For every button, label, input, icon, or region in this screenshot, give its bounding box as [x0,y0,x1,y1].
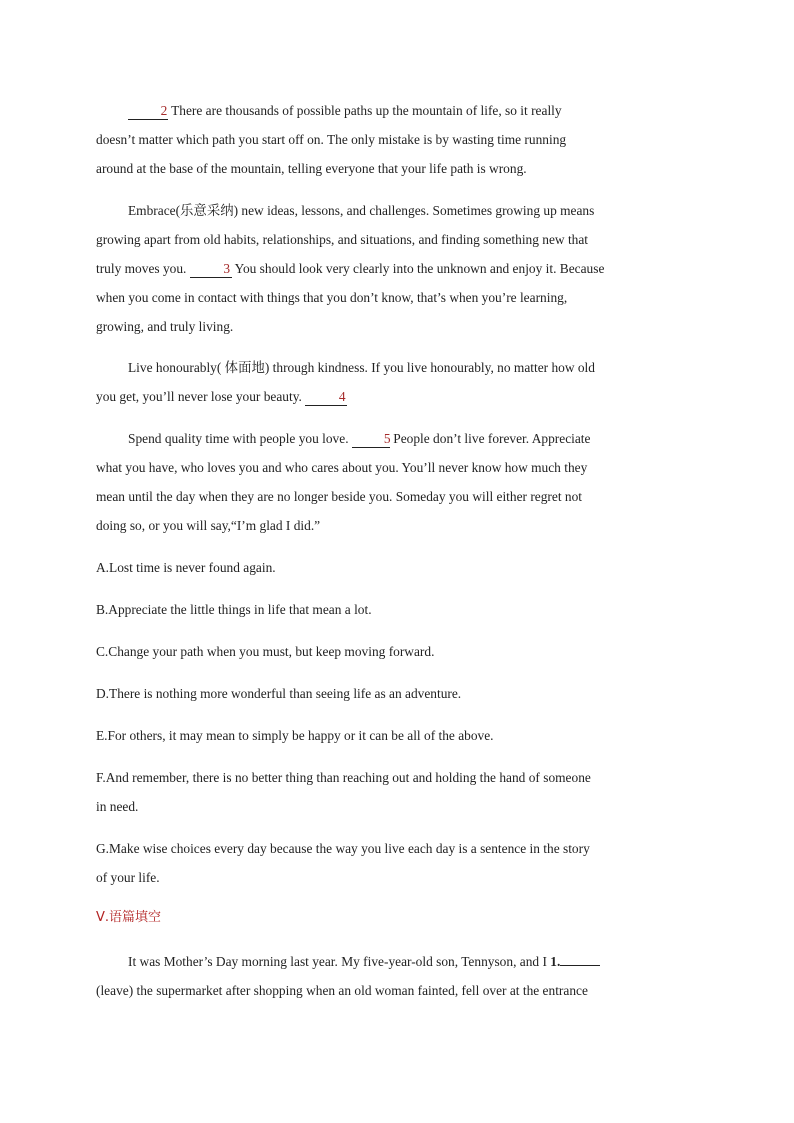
paragraph-3-line-1: Live honourably( 体面地) through kindness. If you live honourably, no matter how old [128,360,595,375]
answer-blank-2[interactable]: 2 [128,103,168,120]
answer-blank-3[interactable]: 3 [190,261,232,278]
paragraph-3 [96,353,696,411]
paragraph-4-line-3: mean until the day when they are no longer beside you. Someday you will either regret not [96,489,583,504]
option-d: D.There is nothing more wonderful than seeing life as an adventure. [96,686,462,701]
option-b: B.Appreciate the little things in life that mean a lot. [96,602,372,617]
answer-blank-4[interactable]: 4 [305,389,347,406]
option-f-line-1: F.And remember, there is no better thing than reaching out and holding the hand of someone [96,770,591,785]
option-g [96,834,696,892]
paragraph-4 [96,424,696,540]
section-5-paragraph [96,947,696,1005]
paragraph-2-line-3-pre: truly moves you. [96,261,187,276]
paragraph-4-line-1-pre: Spend quality time with people you love. [128,431,349,446]
answer-blank-1[interactable] [560,965,600,966]
question-number-1: 1. [550,954,561,969]
paragraph-4-line-2: what you have, who loves you and who cares about you. You’ll never know how much they [96,460,588,475]
paragraph-2-line-4: when you come in contact with things that you don’t know, that’s when you’re learning, [96,290,568,305]
option-a: A.Lost time is never found again. [96,560,276,575]
paragraph-1-line-2: doesn’t matter which path you start off on. The only mistake is by wasting time running [96,132,567,147]
section-heading: Ⅴ.语篇填空 [96,910,162,925]
paragraph-2-line-2: growing apart from old habits, relationships, and situations, and finding something new that [96,232,589,247]
option-f-line-2: in need. [96,799,139,814]
option-e: E.For others, it may mean to simply be happy or it can be all of the above. [96,728,494,743]
answer-blank-5[interactable]: 5 [352,431,390,448]
option-c: C.Change your path when you must, but keep moving forward. [96,644,435,659]
paragraph-1-line-3: around at the base of the mountain, telling everyone that your life path is wrong. [96,161,527,176]
paragraph-4-line-4: doing so, or you will say,“I’m glad I did.” [96,518,321,533]
section-5-line-2: (leave) the supermarket after shopping when an old woman fainted, fell over at the entrance [96,983,588,998]
paragraph-2 [96,196,696,341]
option-g-line-2: of your life. [96,870,160,885]
paragraph-4-line-1-post: People don’t live forever. Appreciate [393,431,591,446]
paragraph-3-line-2-pre: you get, you’ll never lose your beauty. [96,389,302,404]
paragraph-1 [96,96,696,183]
option-f [96,763,696,821]
paragraph-2-line-3-post: You should look very clearly into the unknown and enjoy it. Because [234,261,605,276]
section-5-line-1-pre: It was Mother’s Day morning last year. My five-year-old son, Tennyson, and I [128,954,547,969]
paragraph-2-line-1: Embrace(乐意采纳) new ideas, lessons, and challenges. Sometimes growing up means [128,203,595,218]
paragraph-2-line-5: growing, and truly living. [96,319,234,334]
paragraph-1-line-1: There are thousands of possible paths up the mountain of life, so it really [171,103,562,118]
option-g-line-1: G.Make wise choices every day because the way you live each day is a sentence in the story [96,841,590,856]
